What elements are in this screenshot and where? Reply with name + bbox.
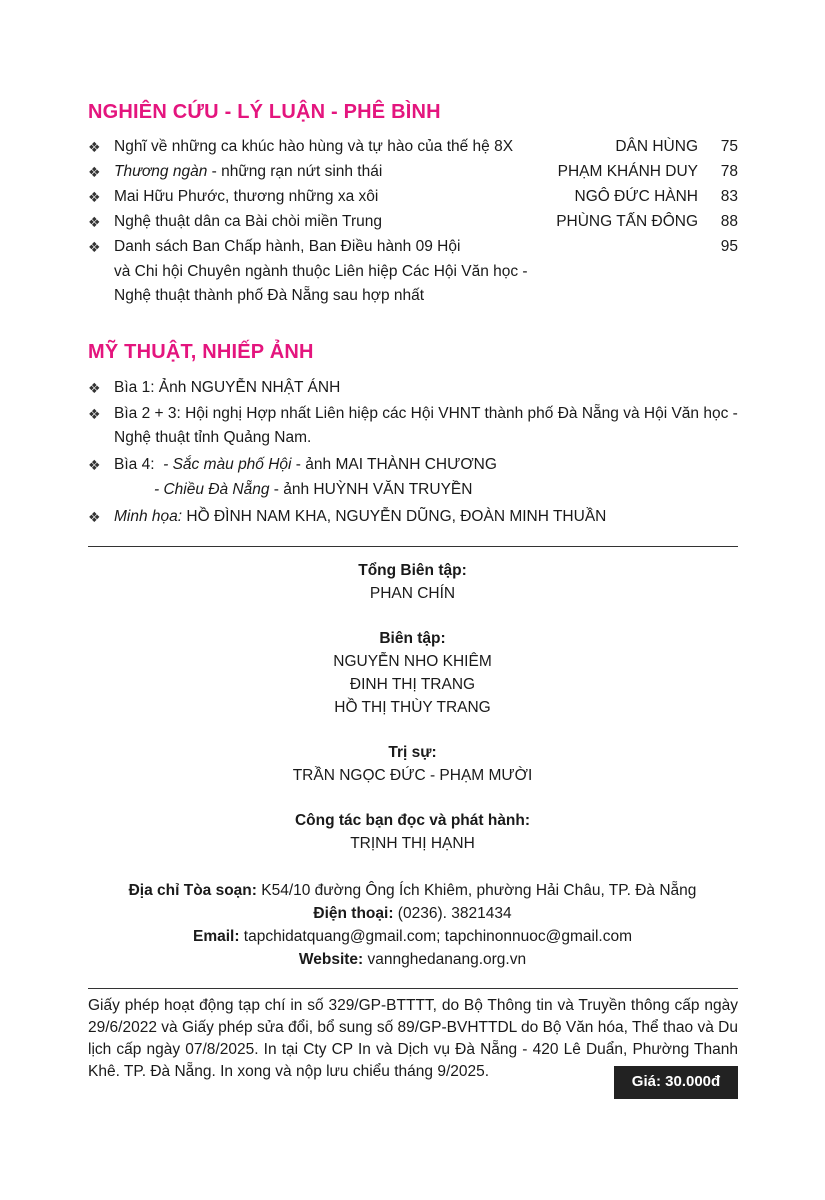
email-line: [0, 925, 825, 948]
toc-item-page: 95: [720, 238, 738, 255]
toc-item: [88, 136, 738, 158]
editor-in-chief: PHAN CHÍN: [369, 585, 456, 602]
divider: [88, 546, 738, 547]
toc-item-author: PHÙNG TẤN ĐÔNG: [556, 213, 698, 230]
art-item-text: [114, 454, 497, 476]
address-line: [0, 879, 825, 902]
phone-value: (0236). 3821434: [393, 905, 512, 922]
bullet-icon: ❖: [88, 164, 101, 180]
editor-name: ĐINH THỊ TRANG: [349, 676, 476, 693]
price-badge: Giá: 30.000đ: [614, 1066, 738, 1099]
address-value: K54/10 đường Ông Ích Khiêm, phường Hải Châu, TP. Đà Nẵng: [256, 882, 697, 899]
art-item-text-continued: Nghệ thuật tỉnh Quảng Nam.: [114, 429, 312, 446]
website-label: Website:: [298, 951, 364, 968]
toc-item-title-rest: - những rạn nứt sinh thái: [207, 163, 383, 180]
distribution-name: TRỊNH THỊ HẠNH: [350, 835, 475, 852]
toc-item-page: 88: [720, 213, 738, 230]
editor-name: NGUYỄN NHO KHIÊM: [333, 653, 492, 670]
toc-item-title: Nghĩ về những ca khúc hào hùng và tự hào của thế hệ 8X: [114, 138, 514, 155]
distribution-label: Công tác bạn đọc và phát hành:: [294, 812, 531, 829]
toc-item-title: Danh sách Ban Chấp hành, Ban Điều hành 09 Hội: [114, 238, 461, 255]
bullet-icon: ❖: [88, 139, 101, 155]
toc-item-author: NGÔ ĐỨC HÀNH: [574, 188, 698, 205]
toc-item-title: Mai Hữu Phước, thương những xa xôi: [114, 188, 379, 205]
editor-name: HỒ THỊ THÙY TRANG: [334, 699, 491, 716]
contact-block: [0, 879, 825, 971]
toc-item: [88, 161, 738, 183]
bullet-icon: ❖: [88, 380, 101, 396]
art-item-text: Bìa 1: Ảnh NGUYỄN NHẬT ÁNH: [114, 379, 341, 396]
address-label: Địa chỉ Tòa soạn:: [128, 882, 257, 899]
toc-item-title: Nghệ thuật dân ca Bài chòi miền Trung: [114, 213, 382, 230]
cover4-credit-b: - ảnh HUỲNH VĂN TRUYỀN: [269, 481, 473, 498]
toc-item-title-italic: Thương ngàn: [114, 163, 208, 180]
bullet-icon: ❖: [88, 457, 101, 473]
toc-item-author: DÂN HÙNG: [615, 138, 698, 155]
admin-label: Trị sự:: [388, 744, 437, 761]
bullet-icon: ❖: [88, 239, 101, 255]
section-title-art: MỸ THUẬT, NHIẾP ẢNH: [88, 341, 314, 363]
email-value: tapchidatquang@gmail.com; tapchinonnuoc@gmail.com: [239, 928, 632, 945]
toc-item-author: PHẠM KHÁNH DUY: [557, 163, 698, 180]
editor-in-chief-label: Tổng Biên tập:: [358, 562, 467, 579]
cover4-title-a: - Sắc màu phố Hội: [163, 456, 292, 473]
website-line: [0, 948, 825, 971]
cover4-second-line: [154, 479, 472, 501]
masthead: [0, 559, 825, 855]
illustration-names: HỒ ĐÌNH NAM KHA, NGUYỄN DŨNG, ĐOÀN MINH THUẦN: [182, 508, 607, 525]
toc-item-title-continued: Nghệ thuật thành phố Đà Nẵng sau hợp nhất: [114, 287, 425, 304]
bullet-icon: ❖: [88, 509, 101, 525]
toc-item-title: [114, 161, 382, 183]
cover4-credit-a: - ảnh MAI THÀNH CHƯƠNG: [291, 456, 497, 473]
art-item-text: Bìa 2 + 3: Hội nghị Hợp nhất Liên hiệp các Hội VHNT thành phố Đà Nẵng và Hội Văn học -: [114, 405, 738, 422]
toc-item-page: 78: [720, 163, 738, 180]
toc-item: [88, 236, 738, 258]
phone-line: [0, 902, 825, 925]
toc-item: [88, 186, 738, 208]
toc-item-title-continued: và Chi hội Chuyên ngành thuộc Liên hiệp Các Hội Văn học -: [114, 263, 528, 280]
bullet-icon: ❖: [88, 406, 101, 422]
section-title-theory: NGHIÊN CỨU - LÝ LUẬN - PHÊ BÌNH: [88, 101, 441, 123]
phone-label: Điện thoại:: [313, 905, 394, 922]
editors-label: Biên tập:: [379, 630, 446, 647]
toc-item: [88, 211, 738, 233]
license-text: Giấy phép hoạt động tạp chí in số 329/GP-BTTTT, do Bộ Thông tin và Truyền thông cấp ngày 29/6/2022 và Giấy phép sửa đổi, bổ sung số 89/GP-BVHTTDL do Bộ Văn hóa, Thể thao và Du lịch cấp ngày 07/8/2025. In tại Cty CP In và Dịch vụ Đà Nẵng - 420 Lê Duẩn, Phường Thanh Khê. TP. Đà Nẵng. In xong và nộp lưu chiểu tháng 9/2025.: [88, 997, 738, 1080]
cover4-title-b: - Chiều Đà Nẵng: [154, 481, 270, 498]
website-value: vannghedanang.org.vn: [363, 951, 527, 968]
toc-item-page: 83: [720, 188, 738, 205]
email-label: Email:: [192, 928, 240, 945]
admin-names: TRẦN NGỌC ĐỨC - PHẠM MƯỜI: [292, 767, 533, 784]
bullet-icon: ❖: [88, 189, 101, 205]
bullet-icon: ❖: [88, 214, 101, 230]
cover4-label: Bìa 4:: [114, 456, 155, 473]
art-item-text: [114, 506, 606, 528]
toc-item-page: 75: [720, 138, 738, 155]
illustration-label: Minh họa:: [114, 508, 183, 525]
